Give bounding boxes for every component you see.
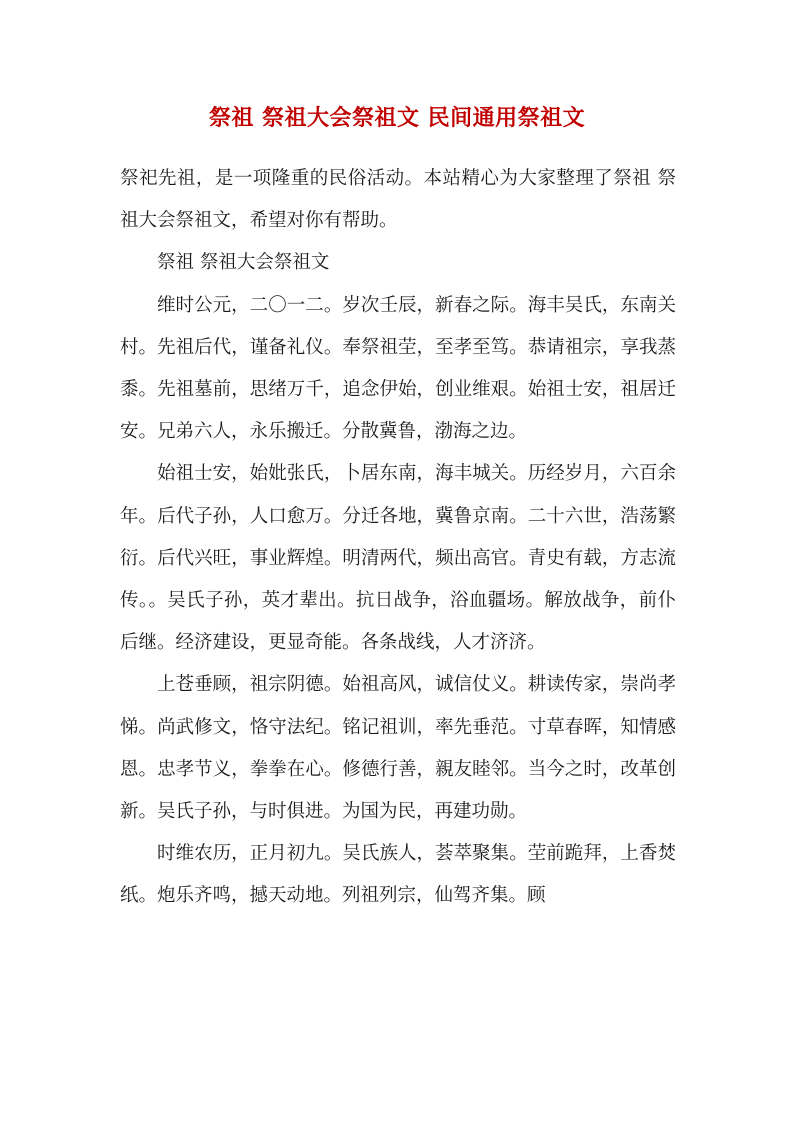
intro-paragraph: 祭祀先祖，是一项隆重的民俗活动。本站精心为大家整理了祭祖 祭祖大会祭祖文，希望对你有帮助。	[120, 168, 676, 232]
body-paragraph: 上苍垂顾，祖宗阴德。始祖高风，诚信仗义。耕读传家，崇尚孝悌。尚武修文，恪守法纪。铭记祖训，率先垂范。寸草春晖，知情感恩。忠孝节义，拳拳在心。修德行善，親友睦邻。当今之时，改革创新。吴氏子孙，与时俱进。为国为民，再建功勋。	[120, 674, 676, 823]
body-paragraph: 始祖士安，始妣张氏，卜居东南，海丰城关。历经岁月，六百余年。后代子孙，人口愈万。分迁各地，冀鲁京南。二十六世，浩荡繁衍。后代兴旺，事业辉煌。明清两代，频出高官。青史有载，方志流传。。吴氏子孙，英才辈出。抗日战争，浴血疆场。解放战争，前仆后继。经济建设，更显奇能。各条战线，人才济济。	[120, 463, 676, 654]
body-paragraph: 维时公元，二〇一二。岁次壬辰，新春之际。海丰吴氏，东南关村。先祖后代，谨备礼仪。奉祭祖茔，至孝至笃。恭请祖宗，享我蒸黍。先祖墓前，思绪万千，追念伊始，创业维艰。始祖士安，祖居迁安。兄弟六人，永乐搬迁。分散冀鲁，渤海之边。	[120, 294, 676, 443]
document-title: 祭祖 祭祖大会祭祖文 民间通用祭祖文	[208, 105, 586, 131]
document-body	[120, 158, 676, 918]
section-heading: 祭祖 祭祖大会祭祖文	[157, 252, 330, 274]
body-paragraph: 时维农历，正月初九。吴氏族人，荟萃聚集。茔前跪拜，上香焚纸。炮乐齐鸣，撼天动地。列祖列宗，仙驾齐集。顾	[120, 843, 676, 907]
